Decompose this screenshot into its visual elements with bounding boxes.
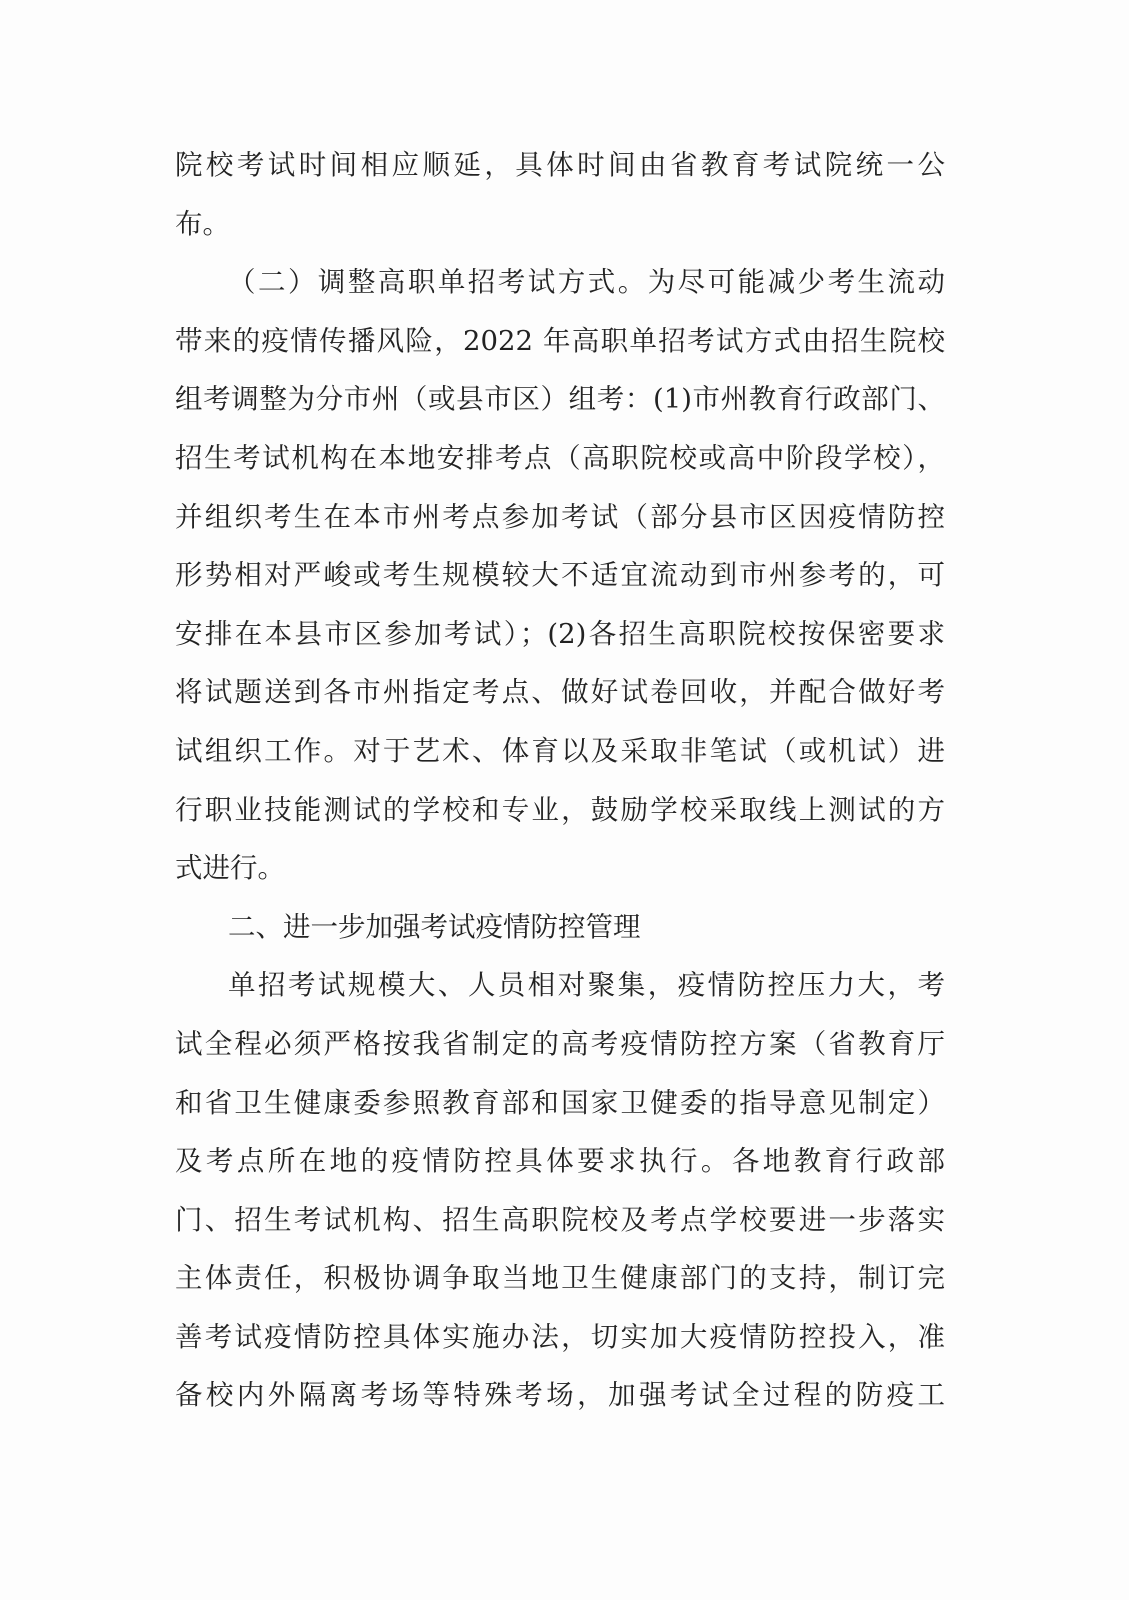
text-line: 招生考试机构在本地安排考点（高职院校或高中阶段学校）， — [175, 441, 945, 474]
text-line: 带来的疫情传播风险，2022 年高职单招考试方式由招生院校 — [175, 324, 945, 357]
text-line: 形势相对严峻或考生规模较大不适宜流动到市州参考的，可 — [175, 559, 945, 592]
text-line: 将试题送到各市州指定考点、做好试卷回收，并配合做好考 — [175, 676, 945, 709]
text-line: 和省卫生健康委参照教育部和国家卫健委的指导意见制定） — [175, 1086, 945, 1119]
paragraph-first-line: 单招考试规模大、人员相对聚集，疫情防控压力大，考 — [228, 969, 945, 1002]
text-line: 布。 — [175, 207, 230, 240]
text-line: 主体责任，积极协调争取当地卫生健康部门的支持，制订完 — [175, 1262, 945, 1295]
section-heading: 二、进一步加强考试疫情防控管理 — [228, 910, 641, 943]
text-line: 院校考试时间相应顺延，具体时间由省教育考试院统一公 — [175, 149, 945, 181]
text-line: 试全程必须严格按我省制定的高考疫情防控方案（省教育厅 — [175, 1027, 945, 1060]
text-line: 及考点所在地的疫情防控具体要求执行。各地教育行政部 — [175, 1145, 945, 1178]
text-line: 安排在本县市区参加考试）；(2)各招生高职院校按保密要求 — [175, 617, 945, 650]
text-line: 试组织工作。对于艺术、体育以及采取非笔试（或机试）进 — [175, 734, 945, 767]
text-line: 行职业技能测试的学校和专业，鼓励学校采取线上测试的方 — [175, 793, 945, 826]
text-line: 并组织考生在本市州考点参加考试（部分县市区因疫情防控 — [175, 500, 945, 533]
body-text — [175, 136, 945, 1425]
text-line: 备校内外隔离考场等特殊考场，加强考试全过程的防疫工 — [175, 1379, 945, 1412]
section-heading-line: （二）调整高职单招考试方式。为尽可能减少考生流动 — [228, 266, 945, 299]
text-line: 式进行。 — [175, 852, 285, 885]
text-line: 善考试疫情防控具体实施办法，切实加大疫情防控投入，准 — [175, 1320, 945, 1353]
text-line: 门、招生考试机构、招生高职院校及考点学校要进一步落实 — [175, 1203, 945, 1236]
text-line: 组考调整为分市州（或县市区）组考：(1)市州教育行政部门、 — [175, 383, 945, 416]
